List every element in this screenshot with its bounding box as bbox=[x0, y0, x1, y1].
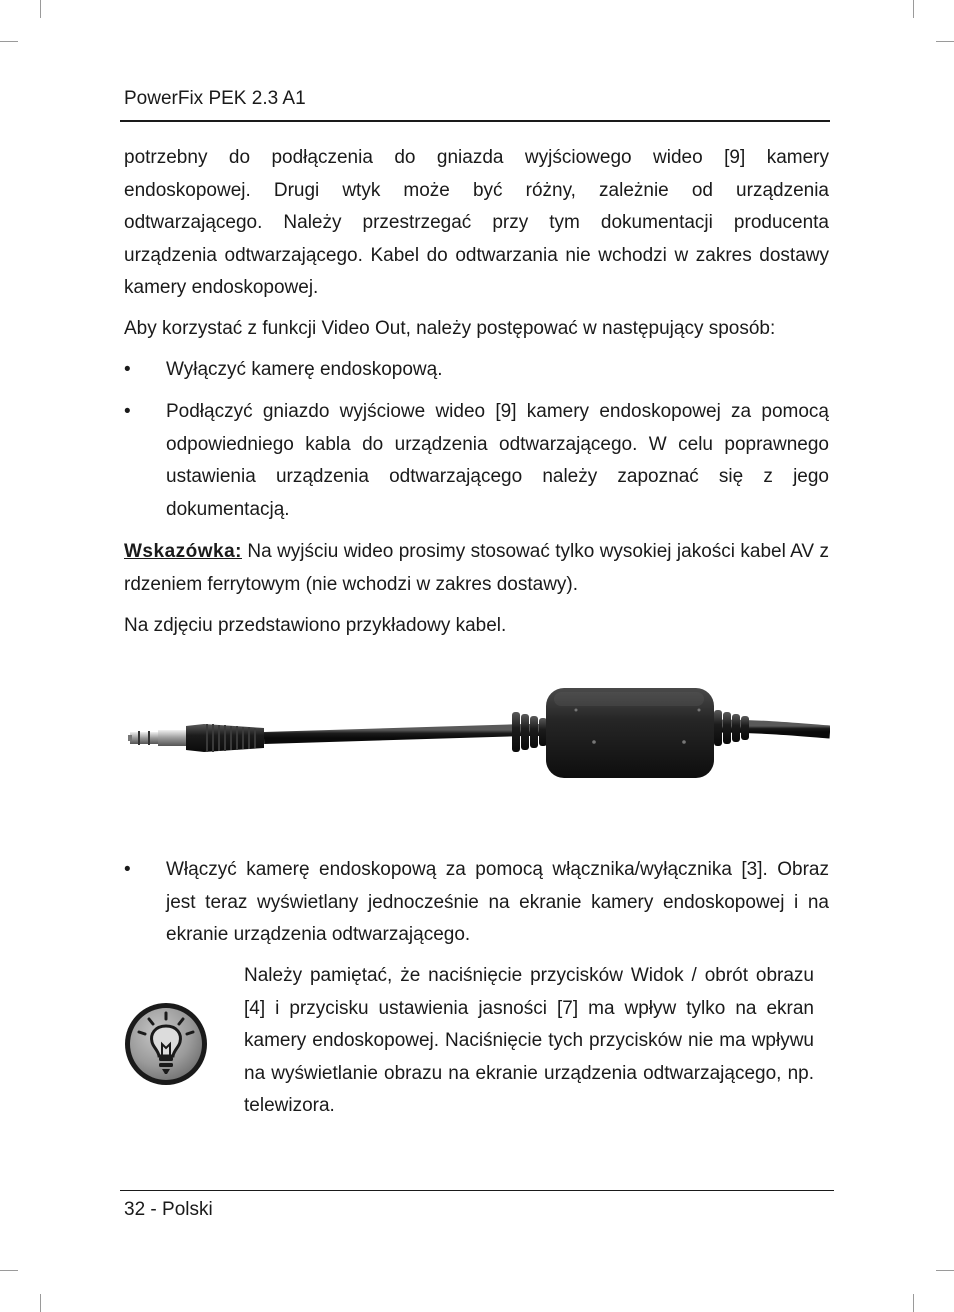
lightbulb-icon bbox=[122, 1000, 210, 1088]
hint-text: Na wyjściu wideo prosimy stosować tylko wysokiej jakości kabel AV z rdzeniem ferrytowym (nie wchodzi w zakres dostawy). bbox=[124, 541, 829, 595]
bullet-icon: • bbox=[124, 859, 131, 880]
bullet-icon: • bbox=[124, 359, 131, 380]
crop-mark bbox=[936, 41, 954, 42]
crop-mark bbox=[913, 1294, 914, 1312]
header-divider bbox=[120, 120, 830, 122]
list-item-text: Wyłączyć kamerę endoskopową. bbox=[166, 359, 443, 380]
crop-mark bbox=[913, 0, 914, 18]
list-item-text: Podłączyć gniazdo wyjściowe wideo [9] kamery endoskopowej za pomocą odpowiedniego kabla do urządzenia odtwarzającego. W celu poprawnego ustawienia urządzenia odtwarzającego należy zapoznać się z jego dokumentacją. bbox=[166, 401, 829, 520]
paragraph-procedure: Aby korzystać z funkcji Video Out, należy postępować w następujący sposób: bbox=[124, 318, 776, 339]
tip-text: Należy pamiętać, że naciśnięcie przycisków Widok / obrót obrazu [4] i przycisku ustawienia jasności [7] ma wpływ tylko na ekran kamery endoskopowej. Naciśnięcie tych przycisków nie ma wpływu na wyświetlanie obrazu na ekranie urządzenia odtwarzającego, np. telewizora. bbox=[244, 965, 814, 1116]
crop-mark bbox=[40, 1294, 41, 1312]
page-number: 32 - Polski bbox=[124, 1199, 213, 1220]
list-item-text: Włączyć kamerę endoskopową za pomocą włącznika/wyłącznika [3]. Obraz jest teraz wyświetlany jednocześnie na ekranie kamery endoskopowej i na ekranie urządzenia odtwarzającego. bbox=[166, 859, 829, 945]
av-cable-image bbox=[124, 680, 830, 790]
crop-mark bbox=[40, 0, 41, 18]
crop-mark bbox=[0, 41, 18, 42]
crop-mark bbox=[936, 1270, 954, 1271]
footer-divider bbox=[120, 1190, 834, 1191]
page-header: PowerFix PEK 2.3 A1 bbox=[124, 88, 306, 109]
bullet-icon: • bbox=[124, 401, 131, 422]
crop-mark bbox=[0, 1270, 18, 1271]
paragraph-intro: potrzebny do podłączenia do gniazda wyjściowego wideo [9] kamery endoskopowej. Drugi wtyk może być różny, zależnie od urządzenia odtwarzającego. Należy przestrzegać przy tym dokumentacji producenta urządzenia odtwarzającego. Kabel do odtwarzania nie wchodzi w zakres dostawy kamery endoskopowej. bbox=[124, 147, 829, 298]
paragraph-hint bbox=[124, 536, 829, 601]
paragraph-photo-caption: Na zdjęciu przedstawiono przykładowy kabel. bbox=[124, 615, 507, 636]
hint-label: Wskazówka: bbox=[124, 541, 242, 562]
